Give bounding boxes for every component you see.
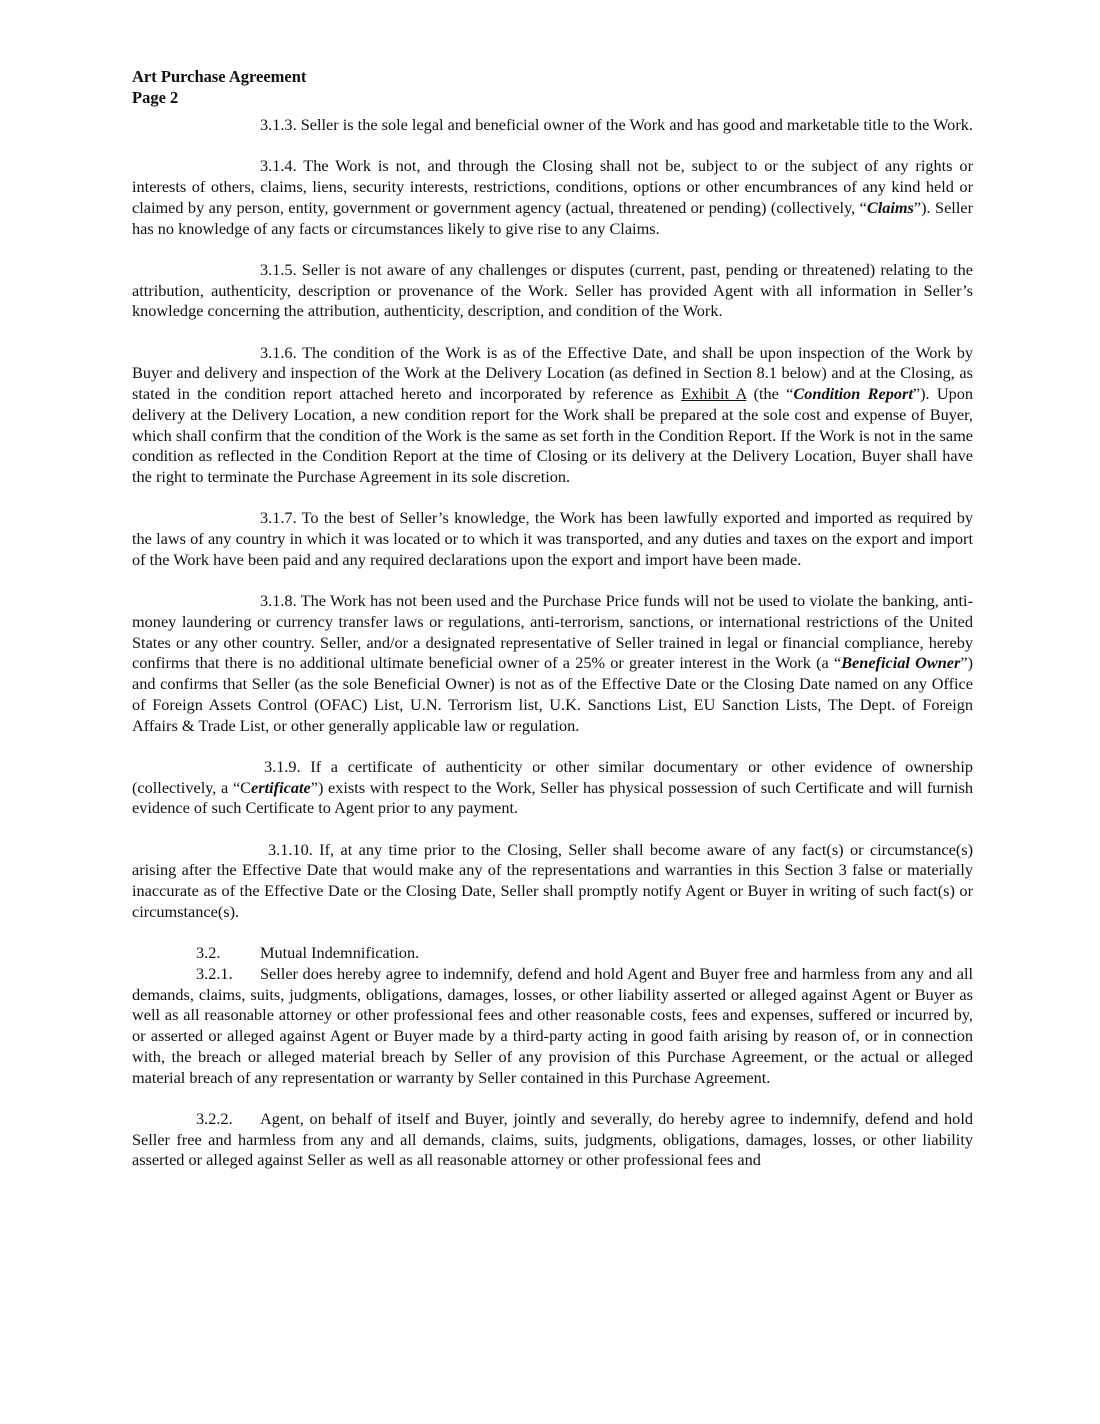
document-page [132, 66, 973, 1171]
clause-3-1-10: 3.1.10. If, at any time prior to the Closing, Seller shall become aware of any fact(s) or circumstance(s) arising after the Effective Date that would make any of the representations and warranties in this Section 3 false or materially inaccurate as of the Effective Date or the Closing Date, Seller shall promptly notify Agent or Buyer in writing of such fact(s) or circumstance(s). [132, 839, 973, 921]
clause-3-1-5: 3.1.5. Seller is not aware of any challenges or disputes (current, past, pending or threatened) relating to the attribution, authenticity, description or provenance of the Work. Seller has provided Agent with all information in Seller’s knowledge concerning the attribution, authenticity, description, and condition of the Work. [132, 259, 973, 321]
defined-term-beneficial-owner: Beneficial Owner [841, 653, 961, 673]
clause-number: 3.2.2. [196, 1108, 233, 1128]
clause-3-2-2: 3.2.2. Agent, on behalf of itself and Buyer, jointly and severally, do hereby agree to indemnify, defend and hold Seller free and harmless from any and all demands, claims, suits, judgments, obligations, damages, losses, or other liability asserted or alleged against Seller as well as all reasonable attorney or other professional fees and [132, 1108, 973, 1170]
clause-3-1-8: 3.1.8. The Work has not been used and the Purchase Price funds will not be used to violate the banking, anti-money laundering or currency transfer laws or regulations, anti-terrorism, sanctions, or international restrictions of the United States or any other country. Seller, and/or a designated representative of Seller trained in legal or financial compliance, hereby confirms that there is no additional ultimate beneficial owner of a 25% or greater interest in the Work (a “Beneficial Owner”) and confirms that Seller (as the sole Beneficial Owner) is not as of the Effective Date or the Closing Date named on any Office of Foreign Assets Control (OFAC) List, U.N. Terrorism list, U.K. Sanctions List, EU Sanction Lists, The Dept. of Foreign Affairs & Trade List, or other generally applicable law or regulation. [132, 591, 973, 735]
section-number: 3.2. [196, 943, 221, 962]
page-number: Page 2 [132, 88, 179, 107]
section-title: Mutual Indemnification. [260, 943, 420, 962]
defined-term-condition-report: Condition Report [793, 384, 913, 403]
clause-3-2-1: 3.2.1. Seller does hereby agree to indemnify, defend and hold Agent and Buyer free and harmless from any and all demands, claims, suits, judgments, obligations, damages, losses, or other liability asserted or alleged against Agent or Buyer as well as all reasonable attorney or other professional fees and other reasonable costs, fees and expenses, suffered or incurred by, or asserted or alleged against Agent or Buyer made by a third-party acting in good faith arising by reason of, or in connection with, the breach or alleged material breach by Seller of any provision of this Purchase Agreement, or the actual or alleged material breach of any representation or warranty by Seller contained in this Purchase Agreement. [132, 963, 973, 1087]
exhibit-a-link[interactable]: Exhibit A [681, 384, 747, 403]
clause-3-1-6: 3.1.6. The condition of the Work is as of the Effective Date, and shall be upon inspection of the Work by Buyer and delivery and inspection of the Work at the Delivery Location (as defined in Section 8.1 below) and at the Closing, as stated in the condition report attached hereto and incorporated by reference as Exhibit A (the “Condition Report”). Upon delivery at the Delivery Location, a new condition report for the Work shall be prepared at the sole cost and expense of Buyer, which shall confirm that the condition of the Work is the same as set forth in the Condition Report. If the Work is not in the same condition as reflected in the Condition Report at the time of Closing or its delivery at the Delivery Location, Buyer shall have the right to terminate the Purchase Agreement in its sole discretion. [132, 342, 974, 486]
clause-3-1-9: 3.1.9. If a certificate of authenticity or other similar documentary or other evidence of ownership (collectively, a “Certificate”) exists with respect to the Work, Seller has physical possession of such Certificate and will furnish evidence of such Certificate to Agent prior to any payment. [132, 756, 973, 818]
defined-term-claims: Claims [866, 197, 914, 217]
clause-3-1-3: 3.1.3. Seller is the sole legal and beneficial owner of the Work and has good and marketable title to the Work. [260, 115, 973, 134]
clause-3-1-7: 3.1.7. To the best of Seller’s knowledge, the Work has been lawfully exported and imported as required by the laws of any country in which it was located or to which it was transported, and any duties and taxes on the export and import of the Work have been paid and any required declarations upon the export and import have been made. [132, 508, 973, 569]
defined-term-certificate: ertificate [251, 777, 311, 797]
section-3-2-heading [132, 943, 973, 964]
clause-number: 3.2.1. [196, 963, 233, 983]
document-title: Art Purchase Agreement [132, 67, 307, 86]
clause-3-1-4: 3.1.4. The Work is not, and through the Closing shall not be, subject to or the subject of any rights or interests of others, claims, liens, security interests, restrictions, conditions, options or other encumbrances of any kind held or claimed by any person, entity, government or government agency (actual, threatened or pending) (collectively, “Claims”). Seller has no knowledge of any facts or circumstances likely to give rise to any Claims. [132, 156, 973, 238]
